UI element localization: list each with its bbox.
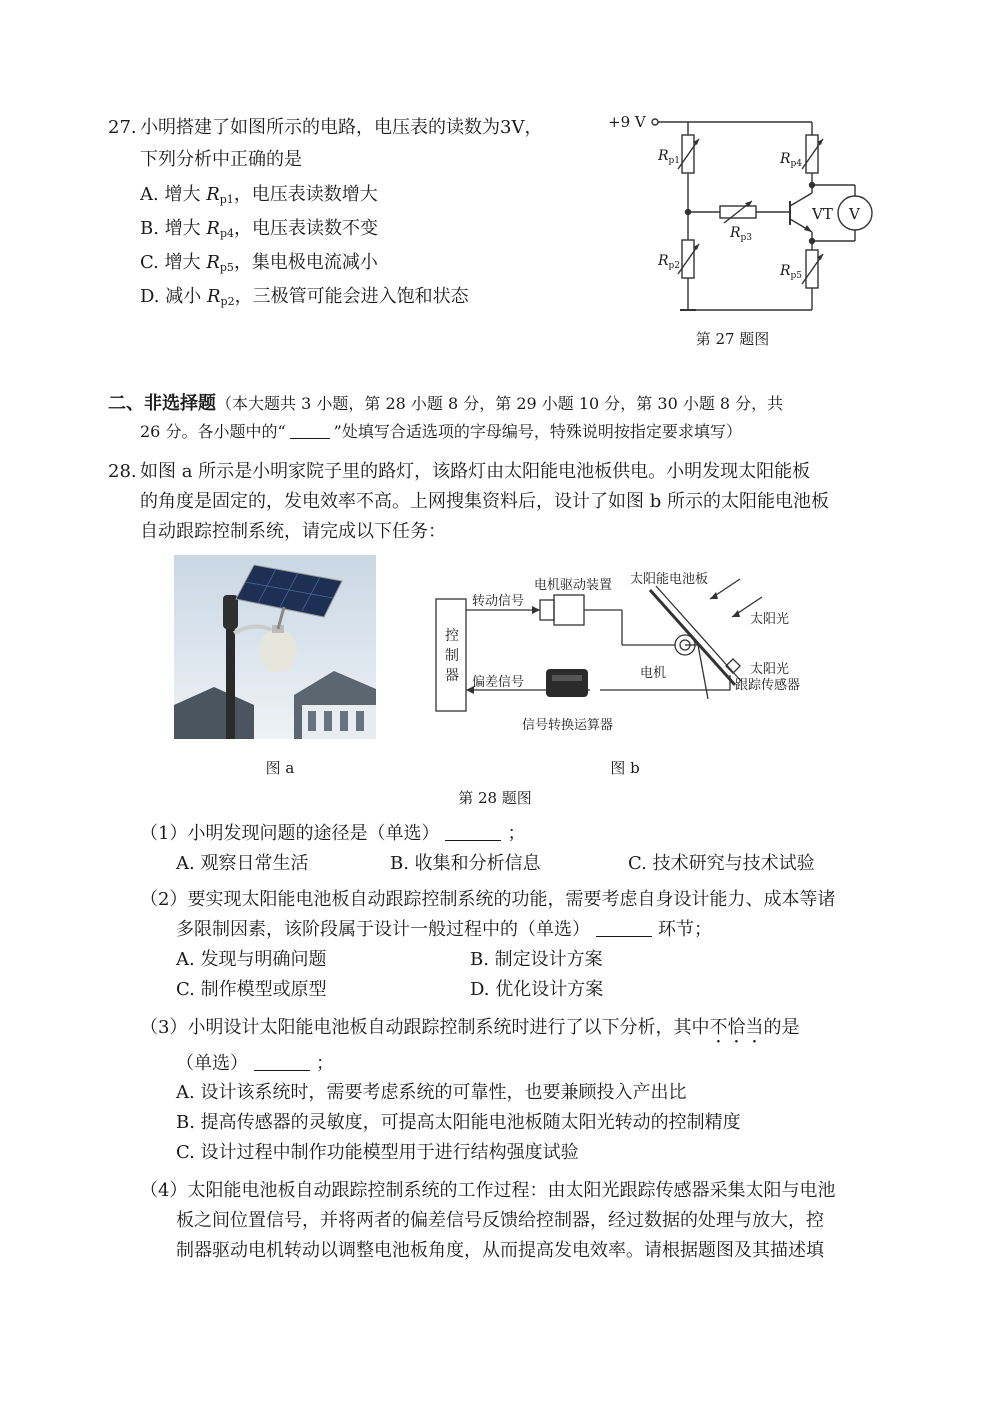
q28-stem-line3: 自动跟踪控制系统，请完成以下任务： bbox=[140, 521, 446, 542]
q28-part4-line1: （4）太阳能电池板自动跟踪控制系统的工作过程：由太阳光跟踪传感器采集太阳与电池 bbox=[140, 1180, 836, 1201]
signal-converter-block bbox=[546, 669, 588, 697]
figure-b-label: 图 b bbox=[610, 759, 640, 777]
q28-part2-option-d: D. 优化设计方案 bbox=[470, 979, 604, 1000]
answer-blank-sample bbox=[290, 424, 330, 439]
q28-part2-option-c: C. 制作模型或原型 bbox=[176, 979, 327, 1000]
rp1-label: $R_{p1}$ bbox=[658, 148, 681, 166]
figure-a-label: 图 a bbox=[265, 759, 295, 777]
rp5-label: $R_{p5}$ bbox=[780, 263, 803, 281]
voltmeter-label: V bbox=[849, 205, 860, 223]
q28-part1-option-a: A. 观察日常生活 bbox=[176, 853, 309, 874]
turn-signal-label: 转动信号 bbox=[472, 594, 525, 609]
q27-option-a: A. 增大 $R_{p1}$，电压表读数增大 bbox=[140, 184, 378, 206]
rp2-label: $R_{p2}$ bbox=[658, 253, 681, 271]
q28-stem-line2: 的角度是固定的，发电效率不高。上网搜集资料后，设计了如图 b 所示的太阳能电池板 bbox=[140, 491, 829, 512]
controller-char-1: 控 bbox=[445, 628, 459, 644]
answer-blank-2[interactable] bbox=[596, 922, 652, 937]
q28-number: 28. bbox=[108, 461, 137, 482]
street-lamp-photo bbox=[174, 555, 376, 739]
sensor-label-line1: 太阳光 bbox=[750, 662, 790, 677]
q28-stem-line1: 如图 a 所示是小明家院子里的路灯，该路灯由太阳能电池板供电。小明发现太阳能板 bbox=[140, 461, 811, 482]
q28-part3-line1: （3）小明设计太阳能电池板自动跟踪控制系统时进行了以下分析，其中不恰当的是 bbox=[140, 1017, 800, 1038]
controller-char-3: 器 bbox=[445, 668, 459, 684]
tracking-system-diagram bbox=[430, 565, 830, 740]
section2-heading-line1 bbox=[108, 393, 783, 415]
deviation-signal-label: 偏差信号 bbox=[472, 675, 525, 690]
q27-figure-caption: 第 27 题图 bbox=[695, 330, 770, 348]
answer-blank-3[interactable] bbox=[254, 1056, 310, 1071]
q28-part4-line2: 板之间位置信号，并将两者的偏差信号反馈给控制器，经过数据的处理与放大，控 bbox=[176, 1210, 824, 1231]
controller-char-2: 制 bbox=[445, 648, 459, 664]
q27-option-b: B. 增大 $R_{p4}$，电压表读数不变 bbox=[140, 218, 379, 240]
q27-stem-line1: 小明搭建了如图所示的电路，电压表的读数为3V， bbox=[140, 117, 543, 138]
motor-label: 电机 bbox=[640, 666, 667, 681]
rp4-label: $R_{p4}$ bbox=[780, 151, 803, 169]
sunlight-label: 太阳光 bbox=[750, 612, 790, 627]
sensor-label-line2: 跟踪传感器 bbox=[735, 678, 801, 693]
answer-blank-1[interactable] bbox=[445, 826, 501, 841]
q27-stem-line2: 下列分析中正确的是 bbox=[140, 149, 302, 170]
q28-figure-caption: 第 28 题图 bbox=[458, 789, 532, 807]
motor-drive-block bbox=[554, 595, 584, 625]
q28-part2-option-b: B. 制定设计方案 bbox=[470, 949, 603, 970]
section2-heading: 二、非选择题 bbox=[108, 393, 216, 414]
rp3-label: $R_{p3}$ bbox=[730, 225, 753, 243]
section2-note-line2: 26 分。各小题中的“ ”处填写合适选项的字母编号，特殊说明按指定要求填写） bbox=[140, 422, 742, 441]
section2-note-line1: （本大题共 3 小题，第 28 小题 8 分，第 29 小题 10 分，第 30 小题 8 分，共 bbox=[216, 394, 784, 413]
supply-label: +9 V bbox=[608, 113, 646, 131]
q28-part2-option-a: A. 发现与明确问题 bbox=[176, 949, 327, 970]
solar-panel-label: 太阳能电池板 bbox=[630, 572, 709, 587]
q28-part3-line2: （单选） ； bbox=[176, 1053, 334, 1074]
q28-part1-option-b: B. 收集和分析信息 bbox=[390, 853, 541, 874]
q27-number: 27. bbox=[108, 117, 137, 138]
q28-part3-option-b: B. 提高传感器的灵敏度，可提高太阳能电池板随太阳光转动的控制精度 bbox=[176, 1112, 741, 1133]
q28-part4-line3: 制器驱动电机转动以调整电池板角度，从而提高发电效率。请根据题图及其描述填 bbox=[176, 1240, 824, 1261]
q27-option-d: D. 减小 $R_{p2}$，三极管可能会进入饱和状态 bbox=[140, 286, 469, 308]
converter-label: 信号转换运算器 bbox=[522, 718, 614, 733]
q28-part3-option-c: C. 设计过程中制作功能模型用于进行结构强度试验 bbox=[176, 1142, 579, 1163]
motor-drive-label: 电机驱动装置 bbox=[534, 578, 613, 593]
q28-part1-prompt: （1）小明发现问题的途径是（单选） ； bbox=[140, 823, 526, 844]
transistor-label: VT bbox=[812, 205, 833, 223]
q27-option-c: C. 增大 $R_{p5}$，集电极电流减小 bbox=[140, 252, 378, 274]
q28-part3-option-a: A. 设计该系统时，需要考虑系统的可靠性，也要兼顾投入产出比 bbox=[176, 1082, 687, 1103]
q28-part2-line1: （2）要实现太阳能电池板自动跟踪控制系统的功能，需要考虑自身设计能力、成本等诸 bbox=[140, 889, 836, 910]
q28-part1-option-c: C. 技术研究与技术试验 bbox=[628, 853, 815, 874]
q28-part2-line2: 多限制因素，该阶段属于设计一般过程中的（单选） 环节； bbox=[176, 919, 712, 940]
q27-circuit-diagram bbox=[600, 105, 900, 330]
